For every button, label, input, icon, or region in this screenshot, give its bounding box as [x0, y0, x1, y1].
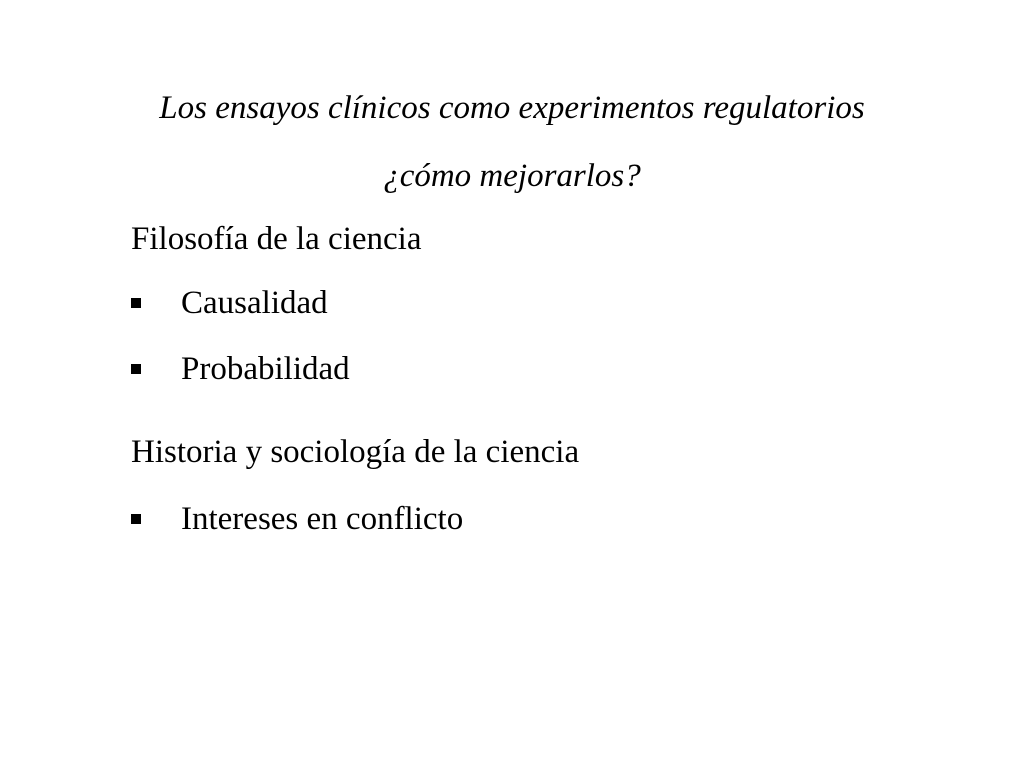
list-item-label: Causalidad — [181, 285, 328, 321]
slide-title-line-2: ¿cómo mejorarlos? — [383, 158, 641, 194]
section-heading-philosophy: Filosofía de la ciencia — [131, 221, 422, 257]
square-bullet-icon — [131, 298, 141, 308]
slide-title-line-1: Los ensayos clínicos como experimentos regulatorios — [159, 90, 865, 126]
section-heading-history-sociology: Historia y sociología de la ciencia — [131, 434, 580, 470]
list-item-label: Intereses en conflicto — [181, 501, 464, 537]
square-bullet-icon — [131, 514, 141, 524]
list-item-label: Probabilidad — [181, 351, 350, 387]
square-bullet-icon — [131, 364, 141, 374]
